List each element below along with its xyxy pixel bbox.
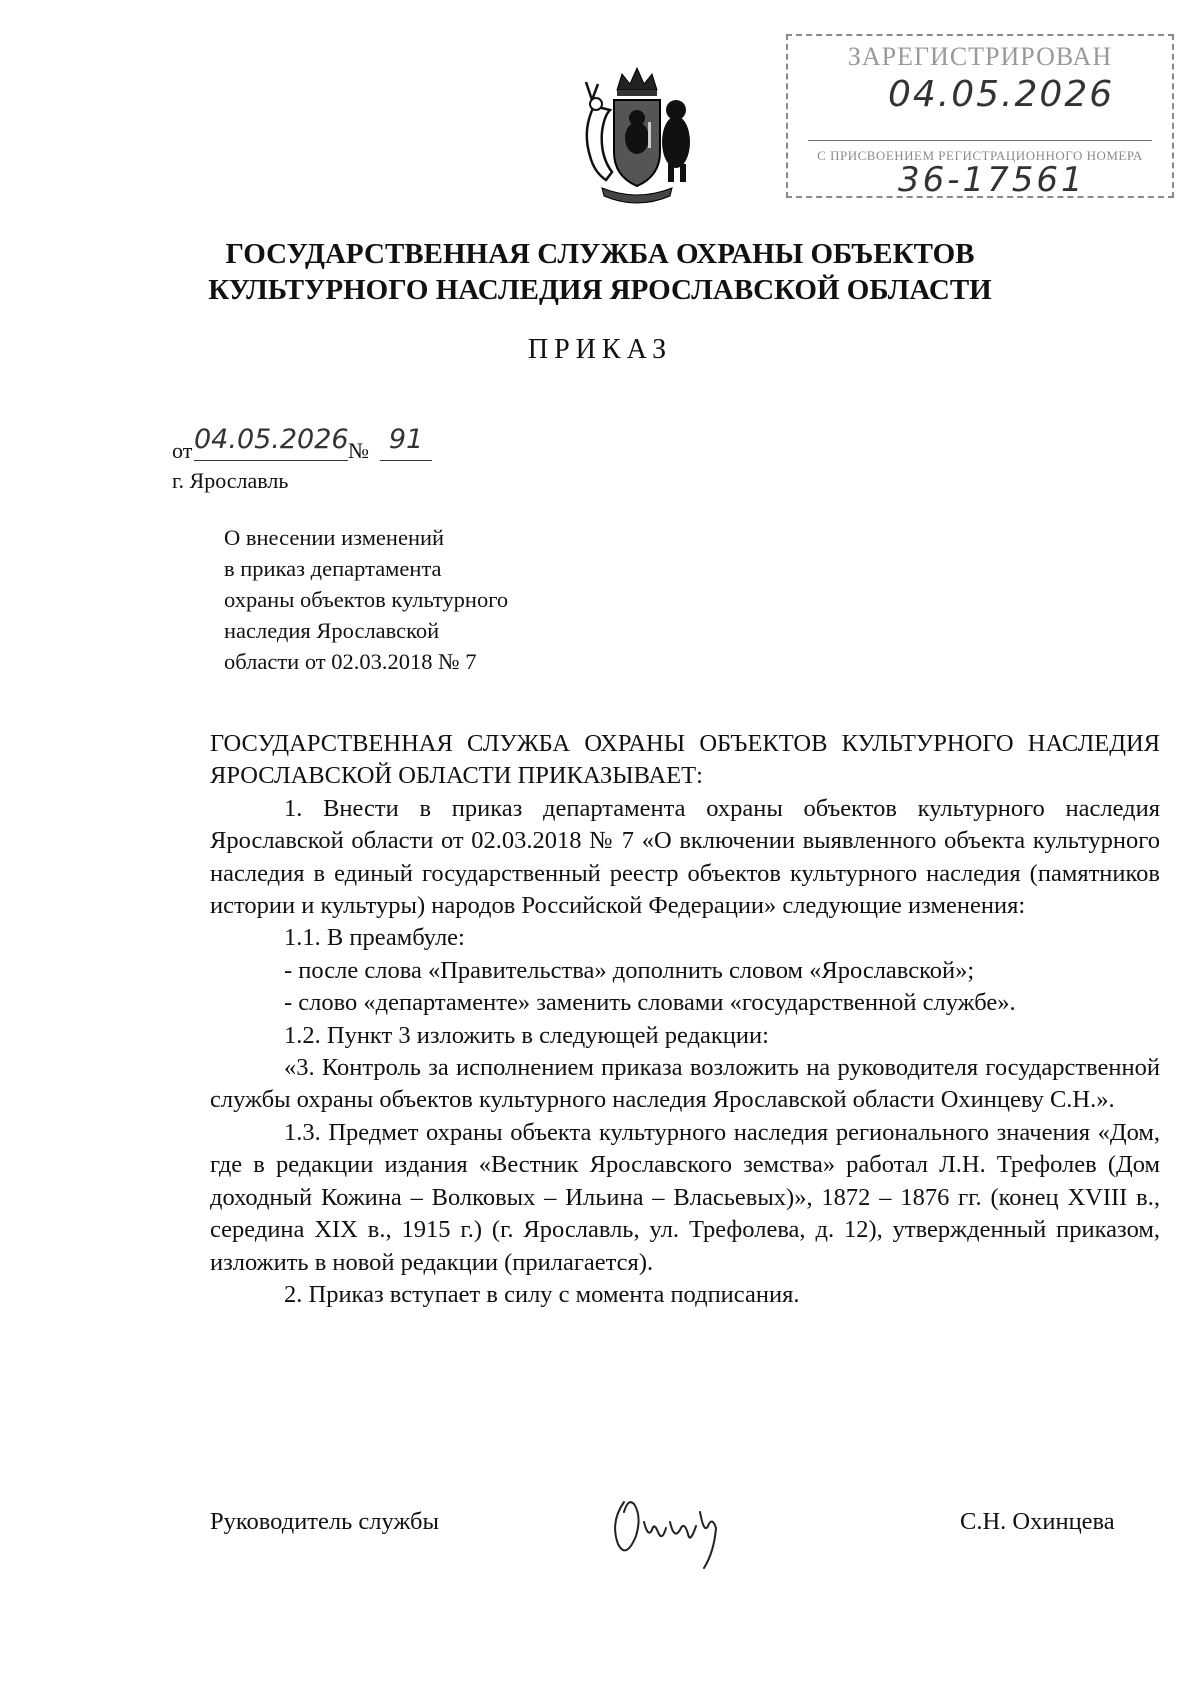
stamp-number: 36-17561	[898, 160, 1086, 200]
paragraph-1: 1. Внести в приказ департамента охраны объектов культурного наследия Ярославской области от 02.03.2018 № 7 «О включении выявленного объекта культурного наследия в единый государственный реестр объектов культурного наследия (памятников истории и культуры) народов Российской Федерации» следующие изменения:	[210, 794, 1160, 920]
subject-line: охраны объектов культурного	[224, 587, 509, 612]
paragraph-1-1: 1.1. В преамбуле:	[284, 924, 465, 952]
paragraph-1-2-quote: «3. Контроль за исполнением приказа возложить на руководителя государственной службы охраны объектов культурного наследия Ярославской области Охинцеву С.Н.».	[210, 1054, 1160, 1114]
stamp-title: ЗАРЕГИСТРИРОВАН	[847, 42, 1113, 71]
stamp-date: 04.05.2026	[888, 74, 1115, 115]
document-type: ПРИКАЗ	[527, 334, 673, 365]
signer-name: С.Н. Охинцева	[960, 1508, 1115, 1535]
paragraph-1-1-b: - слово «департаменте» заменить словами «государственной службе».	[284, 989, 1016, 1017]
subject-line: области от 02.03.2018 № 7	[224, 649, 477, 674]
registration-stamp	[786, 34, 1174, 198]
number-label: №	[348, 438, 369, 463]
document-date-number	[172, 424, 472, 464]
body-heading: ГОСУДАРСТВЕННАЯ СЛУЖБА ОХРАНЫ ОБЪЕКТОВ КУЛЬТУРНОГО НАСЛЕДИЯ ЯРОСЛАВСКОЙ ОБЛАСТИ ПРИКАЗЫВАЕТ:	[210, 730, 1160, 790]
organization-title-line1: ГОСУДАРСТВЕННАЯ СЛУЖБА ОХРАНЫ ОБЪЕКТОВ	[225, 238, 975, 270]
stamp-divider	[808, 140, 1152, 141]
document-date: 04.05.2026	[194, 424, 348, 461]
paragraph-2: 2. Приказ вступает в силу с момента подписания.	[284, 1280, 800, 1308]
coat-of-arms-icon	[572, 60, 702, 210]
stamp-subtitle: С ПРИСВОЕНИЕМ РЕГИСТРАЦИОННОГО НОМЕРА	[817, 148, 1143, 163]
document-city: г. Ярославль	[172, 468, 289, 493]
subject-line: в приказ департамента	[224, 556, 442, 581]
paragraph-1-1-a: - после слова «Правительства» дополнить словом «Ярославской»;	[284, 956, 975, 984]
signer-title: Руководитель службы	[210, 1508, 439, 1535]
organization-title	[0, 236, 1200, 308]
document-number: 91	[380, 424, 432, 461]
subject-line: наследия Ярославской	[224, 618, 440, 643]
paragraph-1-3: 1.3. Предмет охраны объекта культурного наследия регионального значения «Дом, где в редакции издания «Вестник Ярославского земства» работал Л.Н. Трефолев (Дом доходный Кожина – Волковых – Ильина – Власьевых)», 1872 – 1876 гг. (конец XVIII в., середина XIX в., 1915 г.) (г. Ярославль, ул. Трефолева, д. 12), утвержденный приказом, изложить в новой редакции (прилагается).	[210, 1118, 1160, 1276]
date-prefix: от	[172, 438, 193, 463]
paragraph-1-2: 1.2. Пункт 3 изложить в следующей редакции:	[284, 1021, 769, 1049]
organization-title-line2: КУЛЬТУРНОГО НАСЛЕДИЯ ЯРОСЛАВСКОЙ ОБЛАСТИ	[208, 274, 992, 306]
subject-line: О внесении изменений	[224, 525, 445, 550]
document-body	[210, 728, 1160, 1311]
handwritten-signature-icon	[604, 1482, 744, 1572]
document-subject	[224, 522, 624, 677]
